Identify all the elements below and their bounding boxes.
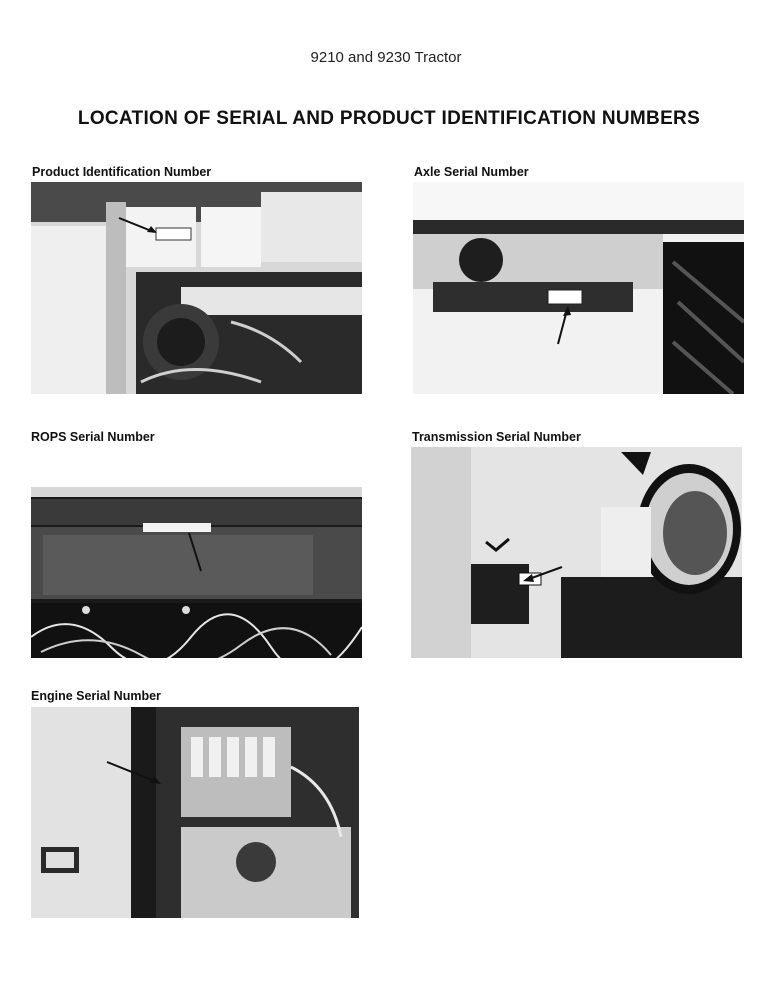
photo-transmission-serial-number [411,447,742,658]
document-header: 9210 and 9230 Tractor [310,49,462,66]
photo-axle-serial-number [413,182,744,394]
photo-product-identification-number [31,182,362,394]
caption-engine-serial-number: Engine Serial Number [31,689,161,703]
photo-engine-serial-number [31,707,359,918]
photo-rops-serial-number [31,487,362,658]
caption-transmission-serial-number: Transmission Serial Number [412,430,581,444]
caption-axle-serial-number: Axle Serial Number [414,165,529,179]
caption-product-identification-number: Product Identification Number [32,165,212,179]
caption-rops-serial-number: ROPS Serial Number [31,430,155,444]
page-title: LOCATION OF SERIAL AND PRODUCT IDENTIFICATION NUMBERS [77,108,701,129]
